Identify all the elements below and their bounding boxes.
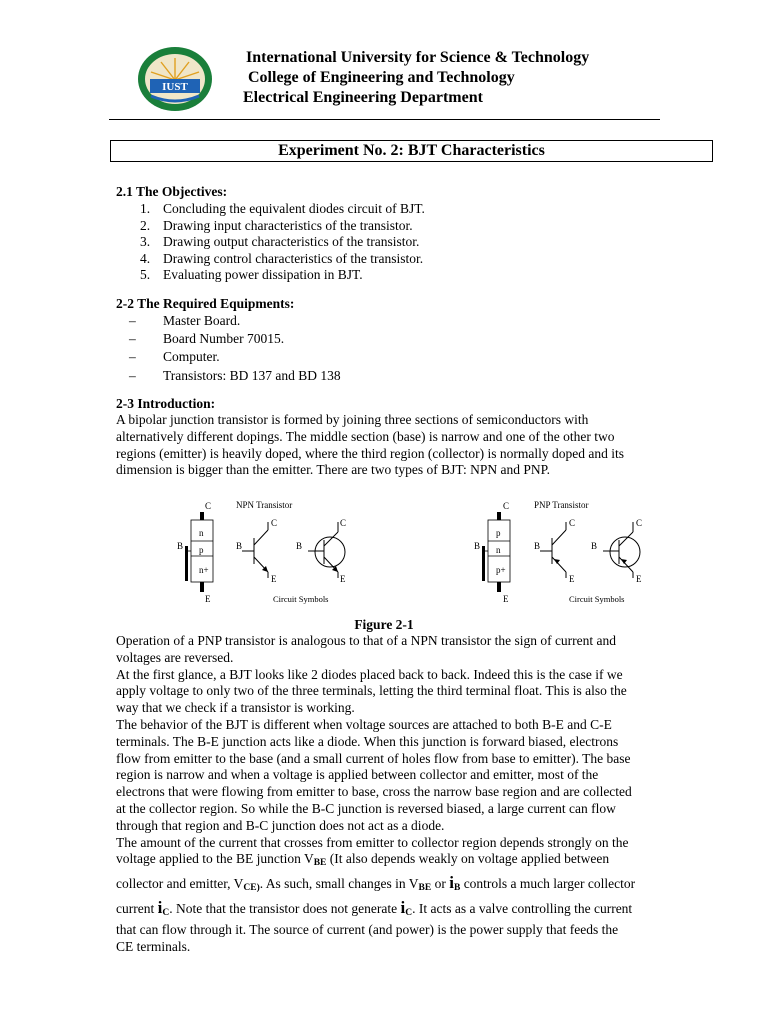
objective-item: Drawing output characteristics of the transistor. <box>163 234 420 249</box>
department-name: Electrical Engineering Department <box>243 89 483 106</box>
objective-number: 2. <box>140 218 151 233</box>
svg-text:B: B <box>534 541 541 551</box>
text-line: CE terminals. <box>116 938 191 954</box>
svg-text:B: B <box>296 541 303 551</box>
introduction-heading: 2-3 Introduction: <box>116 396 216 411</box>
objective-item: Drawing control characteristics of the transistor. <box>163 251 424 266</box>
pnp-symbol-circled <box>603 522 640 578</box>
svg-text:E: E <box>340 574 346 584</box>
text-line: voltages are reversed. <box>116 649 234 665</box>
equipment-item: Computer. <box>163 349 220 364</box>
text-line: collector and emitter, $V_{CE)}$. As such, small changes in $V_{BE}$ or $i_B$ controls a much larger collector <box>116 873 636 894</box>
svg-text:E: E <box>271 574 277 584</box>
text-line: Operation of a PNP transistor is analogous to that of a NPN transistor the sign of current and <box>116 633 617 648</box>
introduction-paragraph <box>116 412 716 479</box>
equipment-item: Board Number 70015. <box>163 331 285 346</box>
text-line: The behavior of the BJT is different when voltage sources are attached to both B-E and C-E <box>116 716 612 732</box>
objective-item: Evaluating power dissipation in BJT. <box>163 267 363 282</box>
svg-text:E: E <box>636 574 642 584</box>
svg-text:E: E <box>569 574 575 584</box>
university-logo <box>137 46 213 112</box>
svg-text:p+: p+ <box>496 565 506 575</box>
svg-text:B: B <box>236 541 243 551</box>
npn-title: NPN Transistor <box>236 500 293 510</box>
objective-number: 5. <box>140 267 151 282</box>
svg-text:C: C <box>271 518 278 528</box>
text-line: dimension is bigger than the emitter. There are two types of BJT: NPN and PNP. <box>116 462 551 478</box>
svg-text:C: C <box>205 501 212 511</box>
text-line: The amount of the current that crosses from emitter to collector region depends strongly on the <box>116 834 629 850</box>
pnp-symbol-plain <box>540 522 566 578</box>
equipment-item: Transistors: BD 137 and BD 138 <box>163 368 341 383</box>
text-line: that can flow through it. The source of current (and power) is the power supply that feeds the <box>116 921 619 937</box>
text-line: terminals. The B-E junction acts like a diode. When this junction is forward biased, electrons <box>116 733 619 749</box>
svg-text:E: E <box>205 594 211 604</box>
svg-text:n: n <box>496 545 501 555</box>
objective-item: Drawing input characteristics of the transistor. <box>163 218 413 233</box>
bullet: – <box>129 349 136 364</box>
svg-text:p: p <box>496 528 501 538</box>
objectives-heading: 2.1 The Objectives: <box>116 184 228 199</box>
text-line: flow from emitter to the base (and a small current of holes flow from base to emitter). The base <box>116 750 631 766</box>
text-line: alternatively different dopings. The middle section (base) is narrow and one of the other two <box>116 428 615 444</box>
header-rule <box>109 119 660 120</box>
text-line: region is narrow and when a voltage is applied between collector and emitter, most of the <box>116 767 599 783</box>
text-line: way that we check if a transistor is working. <box>116 700 355 716</box>
experiment-title: Experiment No. 2: BJT Characteristics <box>110 140 713 162</box>
circuit-symbols-label: Circuit Symbols <box>569 594 625 604</box>
bullet: – <box>129 313 136 328</box>
svg-text:p: p <box>199 545 204 555</box>
svg-text:C: C <box>340 518 347 528</box>
objective-number: 1. <box>140 201 151 216</box>
text-line: through that region and B-C junction does not act as a diode. <box>116 817 445 833</box>
npn-symbol-circled <box>308 522 345 578</box>
svg-text:C: C <box>569 518 576 528</box>
svg-text:B: B <box>591 541 598 551</box>
figure-caption: Figure 2-1 <box>354 617 414 632</box>
circuit-symbols-label: Circuit Symbols <box>273 594 329 604</box>
svg-text:C: C <box>636 518 643 528</box>
equipment-item: Master Board. <box>163 313 241 328</box>
text-line: apply voltage to only two of the three terminals, letting the third terminal float. This is also the <box>116 683 627 699</box>
text-line: current $i_C$. Note that the transistor does not generate $i_C$. It acts as a valve controlling the current <box>116 897 633 918</box>
npn-structure <box>177 501 213 604</box>
figure-bjt-diagram <box>170 496 660 608</box>
text-line: electrons that were flowing from emitter to base, cross the narrow base region and are collected <box>116 784 632 800</box>
svg-text:n+: n+ <box>199 565 209 575</box>
objective-number: 3. <box>140 234 151 249</box>
svg-text:C: C <box>503 501 510 511</box>
college-name: College of Engineering and Technology <box>248 69 515 86</box>
svg-text:E: E <box>503 594 509 604</box>
body-text <box>116 633 716 955</box>
university-name: International University for Science & Technology <box>246 49 590 66</box>
equipments-heading: 2-2 The Required Equipments: <box>116 296 295 311</box>
svg-text:B: B <box>474 541 481 551</box>
text-line: at the collector region. So while the B-C junction is reversed biased, a large current can flow <box>116 800 616 816</box>
pnp-title: PNP Transistor <box>534 500 589 510</box>
objective-number: 4. <box>140 251 151 266</box>
text-line: At the first glance, a BJT looks like 2 diodes placed back to back. Indeed this is the case if we <box>116 666 623 682</box>
text-line: regions (emitter) is heavily doped, where the third region (collector) is normally doped and its <box>116 445 624 461</box>
logo-text: IUST <box>162 81 188 93</box>
pnp-structure <box>474 501 510 604</box>
svg-text:B: B <box>177 541 184 551</box>
text-line: voltage applied to the BE junction $V_{BE}$ (It also depends weakly on voltage applied between <box>116 851 610 869</box>
objective-item: Concluding the equivalent diodes circuit of BJT. <box>163 201 425 216</box>
svg-text:n: n <box>199 528 204 538</box>
bullet: – <box>129 368 136 383</box>
bullet: – <box>129 331 136 346</box>
text-line: A bipolar junction transistor is formed by joining three sections of semiconductors with <box>116 412 589 427</box>
